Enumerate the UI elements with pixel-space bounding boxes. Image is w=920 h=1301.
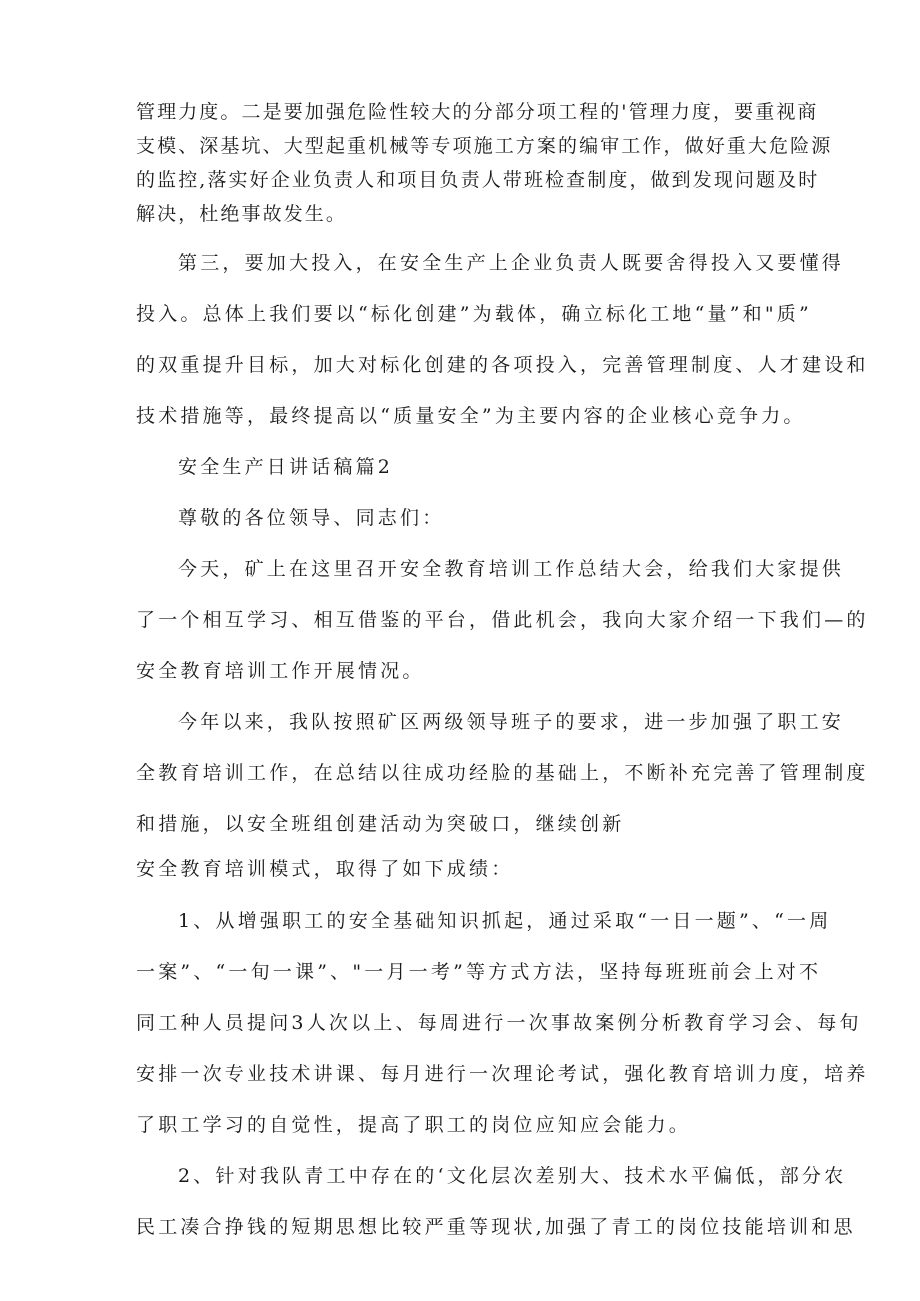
text-line: 1、从增强职工的安全基础知识抓起，通过采取“一日一题”、“一周 [178,910,832,932]
text-line: 投入。总体上我们要以“标化创建”为载体，确立标化工地“量”和"质” [136,303,812,325]
text-line: 民工凑合挣钱的短期思想比较严重等现状,加强了青工的岗位技能培训和思 [136,1216,856,1238]
text-line: 一案”、“一旬一课”、"一月一考”等方式方法，坚持每班班前会上对不 [136,961,822,983]
text-line: 今天，矿上在这里召开安全教育培训工作总结大会，给我们大家提供 [178,558,845,580]
text-line: 安全教育培训工作开展情况。 [136,660,425,682]
text-line: 管理力度。二是要加强危险性较大的分部分项工程的'管理力度，要重视商 [136,101,819,123]
text-line: 了职工学习的自觉性，提高了职工的岗位应知应会能力。 [136,1114,692,1136]
text-line: 技术措施等，最终提高以“质量安全”为主要内容的企业核心竞争力。 [136,405,806,427]
text-line: 安全教育培训模式，取得了如下成绩： [136,858,514,880]
greeting: 尊敬的各位领导、同志们： [178,507,445,529]
text-line: 和措施，以安全班组创建活动为突破口，继续创新 [136,813,625,835]
text-line: 解决，杜绝事故发生。 [136,203,348,225]
text-line: 2、针对我队青工中存在的‘文化层次差别大、技术水平偏低，部分农 [178,1165,847,1187]
text-line: 安排一次专业技术讲课、每月进行一次理论考试，强化教育培训力度，培养 [136,1063,869,1085]
text-line: 第三，要加大投入，在安全生产上企业负责人既要舍得投入又要懂得 [178,252,845,274]
section-title: 安全生产日讲话稿篇2 [178,456,394,478]
text-line: 的双重提升目标，加大对标化创建的各项投入，完善管理制度、人才建设和 [136,354,869,376]
text-line: 支模、深基坑、大型起重机械等专项施工方案的编审工作，做好重大危险源 [136,135,833,157]
text-line: 全教育培训工作，在总结以往成功经脸的基础上，不断补充完善了管理制度 [136,762,869,784]
text-line: 了一个相互学习、相互借鉴的平台，借此机会，我向大家介绍一下我们—的 [136,609,869,631]
text-line: 今年以来，我队按照矿区两级领导班子的要求，进一步加强了职工安 [178,711,845,733]
text-line: 同工种人员提问3人次以上、每周进行一次事故案例分析教育学习会、每旬 [136,1012,862,1034]
text-line: 的监控,落实好企业负责人和项目负责人带班检查制度，做到发现问题及时 [136,169,820,191]
